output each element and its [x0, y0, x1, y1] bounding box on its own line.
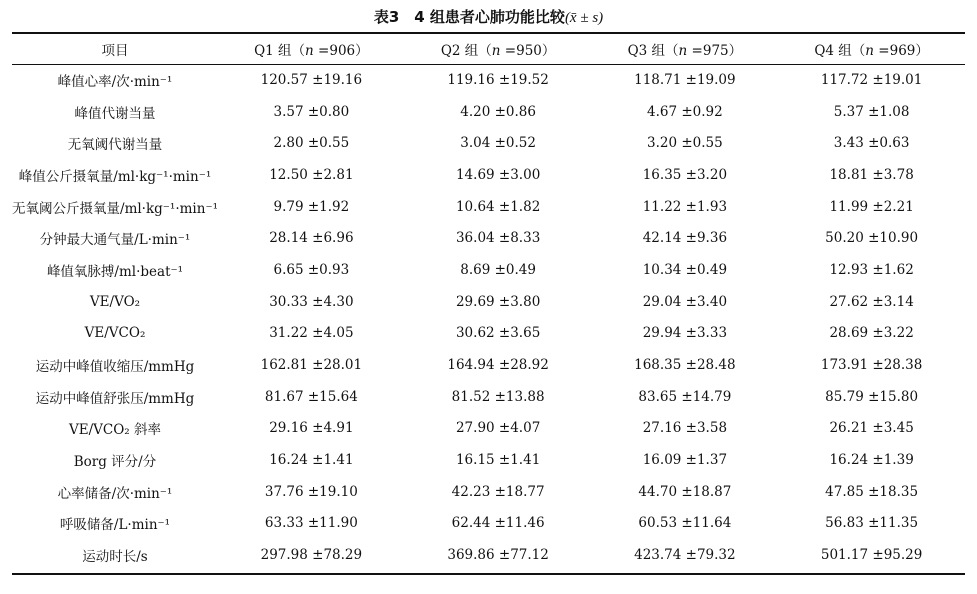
cell-item: VE/VCO₂	[84, 325, 146, 342]
cell-q3: 118.71 ±19.09	[634, 71, 736, 88]
cell-q2: 27.90 ±4.07	[455, 420, 541, 437]
header-item: 项目	[101, 42, 129, 59]
cell-q4: 117.72 ±19.01	[820, 71, 923, 88]
cell-q3: 3.20 ±0.55	[647, 135, 723, 152]
cell-q1: 16.24 ±1.41	[269, 452, 354, 469]
cell-item: 运动时长/s	[82, 549, 148, 566]
cell-q3: 16.35 ±3.20	[642, 166, 728, 183]
cell-item: 无氧阈公斤摄氧量/ml·kg⁻¹·min⁻¹	[12, 200, 218, 217]
cell-q2: 3.04 ±0.52	[460, 135, 536, 152]
cell-q2: 10.64 ±1.82	[455, 198, 541, 215]
cell-q3: 29.04 ±3.40	[642, 293, 728, 310]
cell-q1: 81.67 ±15.64	[264, 388, 358, 405]
cell-q1: 9.79 ±1.92	[273, 198, 350, 215]
cell-q1: 37.76 ±19.10	[264, 483, 358, 500]
table-row	[12, 349, 965, 381]
cell-q3: 10.34 ±0.49	[642, 261, 728, 278]
cell-item: Borg 评分/分	[73, 454, 157, 471]
table-row	[12, 539, 965, 571]
cell-q2: 4.20 ±0.86	[460, 103, 536, 120]
cell-item: 心率储备/次·min⁻¹	[57, 485, 173, 502]
cell-q2: 30.62 ±3.65	[455, 325, 541, 342]
cell-item: 运动中峰值舒张压/mmHg	[35, 390, 195, 407]
cell-item: 峰值代谢当量	[74, 105, 156, 122]
cell-q1: 297.98 ±78.29	[260, 547, 363, 564]
cell-item: VE/VO₂	[89, 293, 141, 310]
cell-q2: 42.23 ±18.77	[451, 483, 545, 500]
cell-q3: 29.94 ±3.33	[642, 325, 728, 342]
cell-q1: 30.33 ±4.30	[269, 293, 354, 310]
cell-q1: 162.81 ±28.01	[260, 357, 363, 374]
table-row	[12, 444, 965, 476]
header-q2: Q2 组（n =950）	[440, 42, 556, 59]
cell-q1: 12.50 ±2.81	[269, 166, 354, 183]
cell-q1: 63.33 ±11.90	[264, 515, 358, 532]
table-caption-label: 表3 4 组患者心肺功能比较	[373, 8, 565, 26]
cell-q4: 18.81 ±3.78	[829, 166, 914, 183]
table-row	[12, 64, 965, 96]
cell-item: 分钟最大通气量/L·min⁻¹	[39, 232, 191, 249]
comparison-table	[12, 33, 965, 571]
cell-q2: 81.52 ±13.88	[451, 388, 545, 405]
cell-q4: 16.24 ±1.39	[829, 452, 914, 469]
cell-q1: 31.22 ±4.05	[269, 325, 354, 342]
cell-q3: 423.74 ±79.32	[634, 547, 736, 564]
cell-q1: 28.14 ±6.96	[269, 230, 354, 247]
header-q3: Q3 组（n =975）	[627, 42, 743, 59]
table-row	[12, 254, 965, 286]
table-caption-stat: (x̄ ± s)	[564, 10, 604, 26]
cell-q2: 16.15 ±1.41	[455, 452, 541, 469]
table-row	[12, 381, 965, 413]
cell-q2: 62.44 ±11.46	[451, 515, 545, 532]
cell-q4: 501.17 ±95.29	[820, 547, 923, 564]
header-q4: Q4 组（n =969）	[814, 42, 929, 59]
table-row	[12, 286, 965, 318]
cell-q3: 27.16 ±3.58	[642, 420, 728, 437]
cell-q4: 3.43 ±0.63	[833, 135, 910, 152]
cell-q2: 8.69 ±0.49	[460, 261, 536, 278]
cell-item: 峰值氧脉搏/ml·beat⁻¹	[46, 263, 184, 280]
header-q1: Q1 组（n =906）	[254, 42, 369, 59]
cell-q3: 42.14 ±9.36	[642, 230, 728, 247]
cell-item: 呼吸储备/L·min⁻¹	[59, 517, 171, 534]
cell-q1: 120.57 ±19.16	[260, 71, 363, 88]
cell-q1: 29.16 ±4.91	[269, 420, 354, 437]
cell-q4: 28.69 ±3.22	[829, 325, 914, 342]
cell-q4: 27.62 ±3.14	[829, 293, 914, 310]
table-caption	[0, 6, 977, 27]
bottom-rule	[12, 573, 965, 575]
table-row	[12, 318, 965, 350]
table-row	[12, 191, 965, 223]
cell-q2: 14.69 ±3.00	[455, 166, 541, 183]
cell-q3: 83.65 ±14.79	[638, 388, 732, 405]
table-row	[12, 96, 965, 128]
cell-q2: 119.16 ±19.52	[447, 71, 549, 88]
cell-item: 峰值心率/次·min⁻¹	[57, 73, 173, 90]
table-row	[12, 159, 965, 191]
cell-q4: 56.83 ±11.35	[825, 515, 919, 532]
cell-q3: 168.35 ±28.48	[634, 357, 736, 374]
table-row	[12, 476, 965, 508]
cell-item: VE/VCO₂ 斜率	[68, 422, 161, 439]
cell-q1: 6.65 ±0.93	[273, 261, 350, 278]
cell-q4: 47.85 ±18.35	[825, 483, 919, 500]
cell-q4: 11.99 ±2.21	[829, 198, 914, 215]
table-row	[12, 222, 965, 254]
cell-q2: 369.86 ±77.12	[447, 547, 549, 564]
table-row	[12, 413, 965, 445]
cell-q4: 12.93 ±1.62	[829, 261, 914, 278]
cell-item: 运动中峰值收缩压/mmHg	[35, 359, 195, 376]
cell-q1: 3.57 ±0.80	[273, 103, 350, 120]
table-row	[12, 127, 965, 159]
cell-q3: 60.53 ±11.64	[638, 515, 732, 532]
cell-q3: 4.67 ±0.92	[647, 103, 723, 120]
cell-q1: 2.80 ±0.55	[273, 135, 350, 152]
table-row	[12, 508, 965, 540]
cell-q4: 50.20 ±10.90	[825, 230, 919, 247]
cell-q4: 26.21 ±3.45	[829, 420, 914, 437]
header-row	[12, 33, 965, 64]
cell-q2: 29.69 ±3.80	[455, 293, 541, 310]
cell-q4: 173.91 ±28.38	[820, 357, 923, 374]
cell-q3: 16.09 ±1.37	[642, 452, 728, 469]
cell-q2: 164.94 ±28.92	[447, 357, 549, 374]
cell-q4: 85.79 ±15.80	[825, 388, 919, 405]
cell-q3: 44.70 ±18.87	[638, 483, 732, 500]
cell-q3: 11.22 ±1.93	[642, 198, 728, 215]
cell-item: 峰值公斤摄氧量/ml·kg⁻¹·min⁻¹	[18, 168, 212, 185]
cell-q2: 36.04 ±8.33	[455, 230, 541, 247]
cell-q4: 5.37 ±1.08	[833, 103, 910, 120]
cell-item: 无氧阈代谢当量	[67, 137, 163, 154]
